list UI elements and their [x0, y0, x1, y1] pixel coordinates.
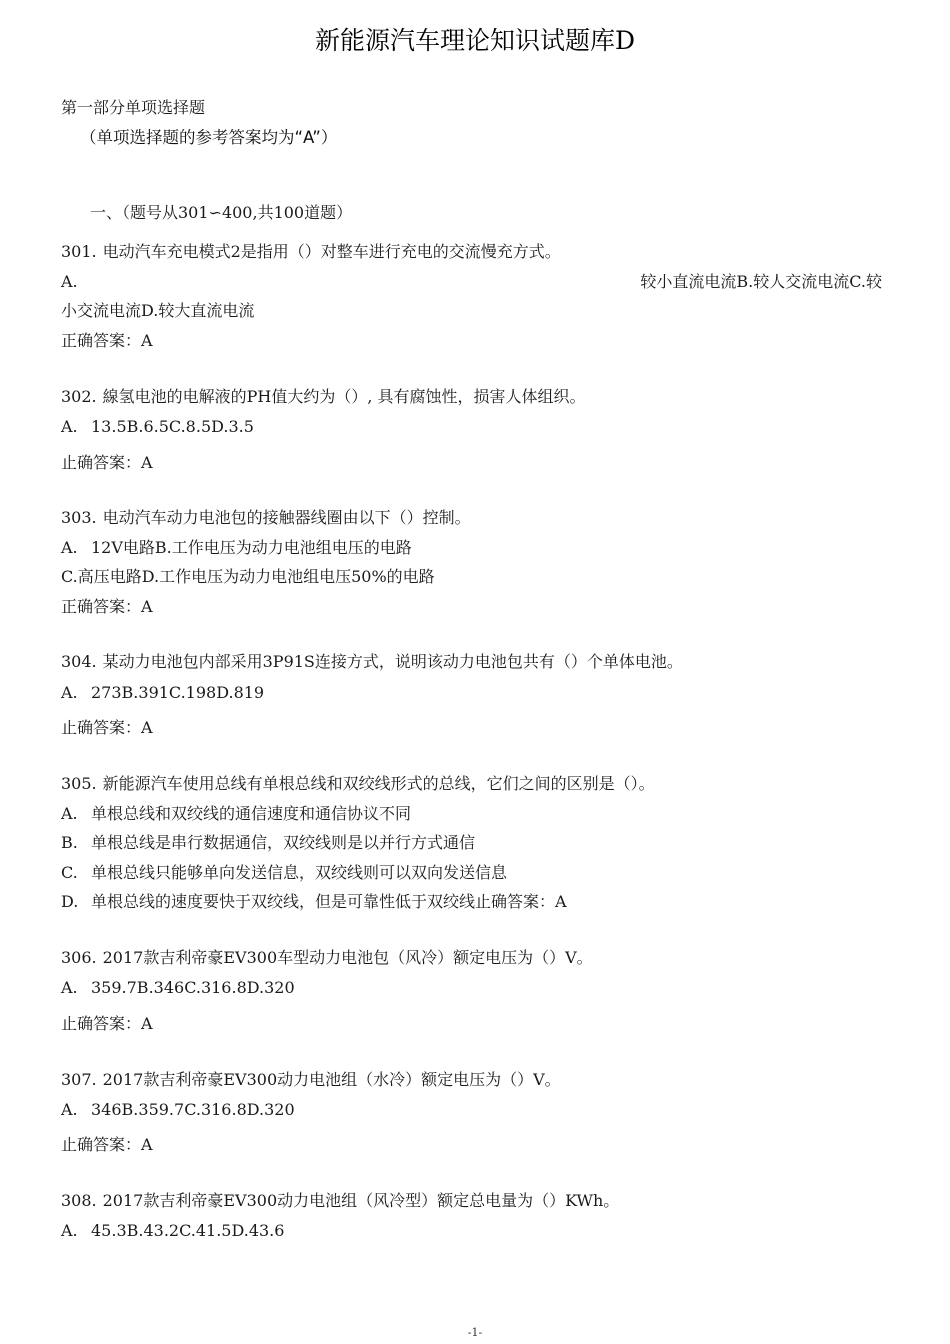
answer-label: 止确答案： [61, 453, 142, 472]
question-302-answer [61, 452, 153, 474]
option-text: 单根总线的速度要快于双绞线，但是可靠性低于双绞线止确答案：A [91, 892, 567, 911]
question-304-answer [61, 717, 153, 739]
question-302 [61, 386, 586, 408]
question-306-options [61, 977, 295, 999]
question-305-option-b [61, 832, 475, 854]
option-text: 273B.391C.198D.819 [91, 683, 265, 702]
question-301-options-line2: 小交流电流D.较大直流电流 [61, 301, 255, 320]
question-text: 新能源汽车使用总线有单根总线和双绞线形式的总线，它们之间的区别是（）。 [102, 774, 655, 793]
question-301-options-line1: 较小直流电流B.较人交流电流C.较 [640, 272, 882, 291]
question-text: 电动汽车充电模式2是指用（）对整车进行充电的交流慢充方式。 [102, 242, 561, 261]
option-letter: C. [61, 863, 78, 882]
option-letter: D. [61, 892, 79, 911]
answer-label: 止确答案： [61, 1135, 142, 1154]
option-letter: A. [61, 417, 78, 436]
question-303-answer [61, 596, 153, 618]
option-letter: B. [61, 833, 78, 852]
option-letter: A. [61, 1221, 78, 1240]
option-text: 346B.359.7C.316.8D.320 [91, 1100, 295, 1119]
question-301-option-letter: A. [61, 272, 78, 291]
question-number: 301. [61, 242, 97, 261]
answer-label: 正确答案： [61, 597, 142, 616]
answer-label: 止确答案： [61, 1014, 142, 1033]
option-letter: A. [61, 804, 78, 823]
answer-value: A [141, 718, 153, 737]
question-304-options [61, 682, 264, 704]
question-303-options-line2: C.高压电路D.工作电压为动力电池组电压50%的电路 [61, 567, 435, 586]
page-number: -1- [467, 1326, 483, 1339]
question-number: 303. [61, 508, 97, 527]
answer-value: A [141, 1014, 153, 1033]
question-text: 2017款吉利帝豪EV300动力电池组（水冷）额定电压为（）V。 [102, 1070, 561, 1089]
option-text: 45.3B.43.2C.41.5D.43.6 [91, 1221, 285, 1240]
question-307-options [61, 1099, 295, 1121]
question-number: 307. [61, 1070, 97, 1089]
question-text: 2017款吉利帝豪EV300动力电池组（风冷型）额定总电量为（）KWh。 [102, 1191, 620, 1210]
question-306-answer [61, 1013, 153, 1035]
question-text: 电动汽车动力电池包的接触器线圈由以下（）控制。 [102, 508, 471, 527]
question-305 [61, 773, 655, 795]
answer-value: A [141, 1135, 153, 1154]
option-letter: A. [61, 978, 78, 997]
question-304 [61, 651, 683, 673]
document-title: 新能源汽车理论知识试题库D [314, 26, 636, 55]
question-text: 某动力电池包内部采用3P91S连接方式，说明该动力电池包共有（）个单体电池。 [102, 652, 683, 671]
answer-value: A [141, 331, 153, 350]
question-302-options [61, 416, 254, 438]
question-307 [61, 1069, 561, 1091]
option-text: 12V电路B.工作电压为动力电池组电压的电路 [91, 538, 412, 557]
answer-value: A [141, 453, 153, 472]
question-303 [61, 507, 471, 529]
option-text: 单根总线和双绞线的通信速度和通信协议不同 [91, 804, 412, 823]
question-number: 308. [61, 1191, 97, 1210]
question-308-options [61, 1220, 284, 1242]
question-text: 線氢电池的电解液的PH值大约为（）, 具有腐蚀性，损害人体组织。 [102, 387, 586, 406]
question-305-option-d [61, 891, 567, 913]
answer-label: 正确答案： [61, 331, 142, 350]
option-letter: A. [61, 1100, 78, 1119]
section-heading: 一、（题号从301∽400,共100道题） [90, 203, 353, 222]
question-number: 306. [61, 948, 97, 967]
part-note: （单项选择题的参考答案均为“A”） [80, 128, 338, 147]
question-305-option-a [61, 803, 411, 825]
option-letter: A. [61, 683, 78, 702]
question-303-options [61, 537, 412, 559]
answer-value: A [141, 597, 153, 616]
question-308 [61, 1190, 619, 1212]
question-number: 305. [61, 774, 97, 793]
question-305-option-c [61, 862, 507, 884]
question-301 [61, 241, 561, 263]
question-number: 302. [61, 387, 97, 406]
option-text: 359.7B.346C.316.8D.320 [91, 978, 295, 997]
question-301-answer [61, 330, 153, 352]
option-letter: A. [61, 538, 78, 557]
question-text: 2017款吉利帝豪EV300车型动力电池包（风冷）额定电压为（）V。 [102, 948, 593, 967]
question-number: 304. [61, 652, 97, 671]
option-text: 单根总线只能够单向发送信息，双绞线则可以双向发送信息 [91, 863, 508, 882]
part-heading: 第一部分单项选择题 [61, 98, 206, 117]
question-307-answer [61, 1134, 153, 1156]
question-306 [61, 947, 593, 969]
answer-label: 止确答案： [61, 718, 142, 737]
option-text: 单根总线是串行数据通信，双绞线则是以并行方式通信 [91, 833, 476, 852]
option-text: 13.5B.6.5C.8.5D.3.5 [91, 417, 254, 436]
